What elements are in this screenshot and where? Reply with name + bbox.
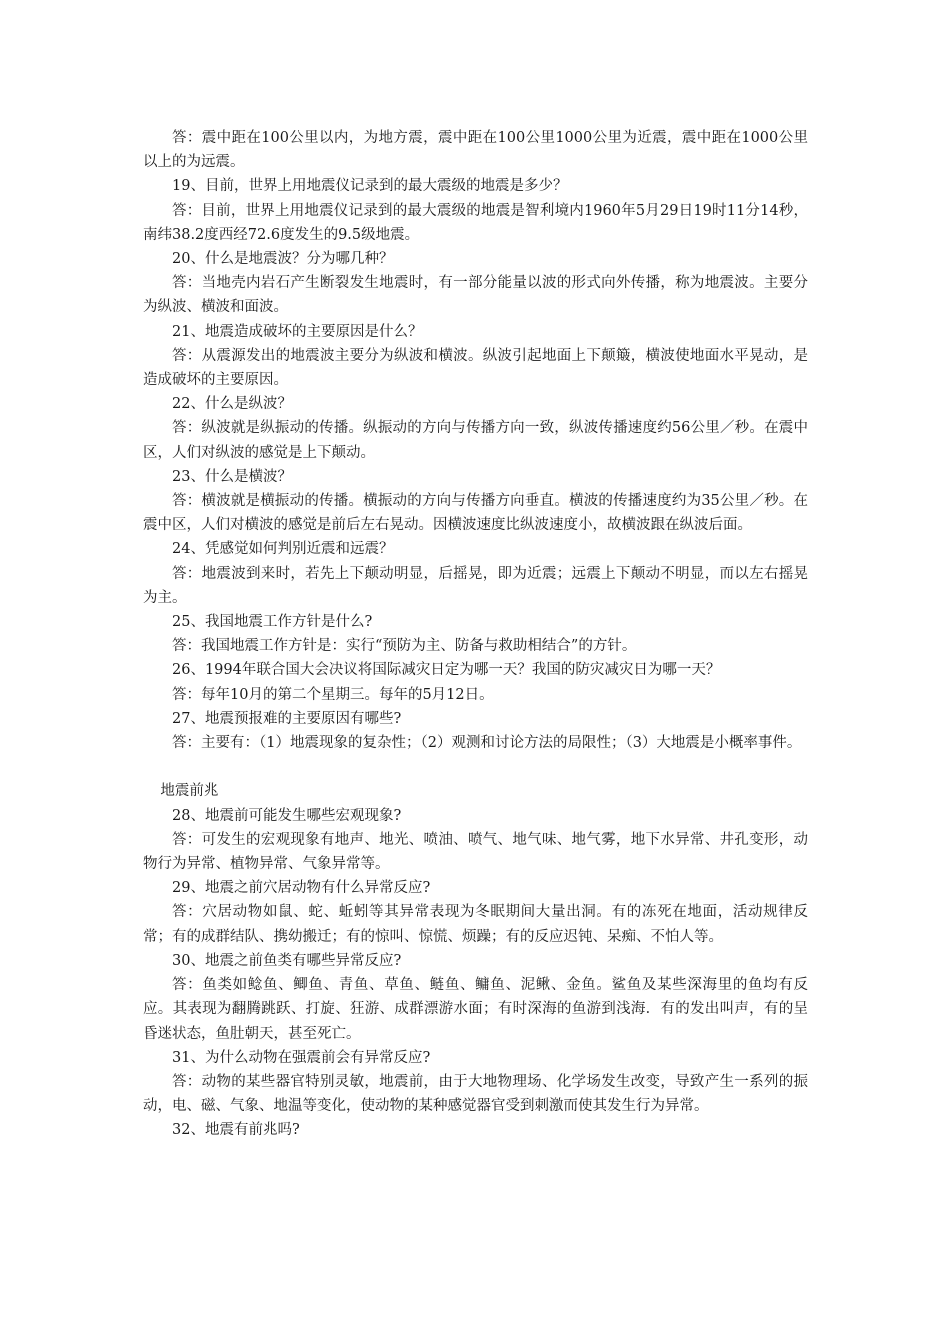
- answer-23: 答：横波就是横振动的传播。横振动的方向与传播方向垂直。横波的传播速度约为35公里／秒。在震中区，人们对横波的感觉是前后左右晃动。因横波速度比纵波速度小，故横波跟在纵波后面。: [143, 493, 808, 534]
- answer-24: 答：地震波到来时，若先上下颠动明显，后摇晃，即为近震；远震上下颠动不明显，而以左右摇晃为主。: [143, 565, 808, 606]
- answer-26: 答：每年10月的第二个星期三。每年的5月12日。: [172, 686, 494, 703]
- question-28: 28、地震前可能发生哪些宏观现象?: [172, 807, 402, 824]
- question-31: 31、为什么动物在强震前会有异常反应?: [172, 1049, 431, 1066]
- answer-27: 答：主要有：（1）地震现象的复杂性；（2）观测和讨论方法的局限性；（3）大地震是小概率事件。: [172, 735, 802, 752]
- document-body: [143, 126, 808, 1143]
- answer-19: 答：目前，世界上用地震仪记录到的最大震级的地震是智利境内1960年5月29日19时11分14秒，南纬38.2度西经72.6度发生的9.5级地震。: [143, 202, 808, 243]
- answer-25: 答：我国地震工作方针是：实行“预防为主、防备与救助相结合”的方针。: [172, 638, 637, 655]
- question-32: 32、地震有前兆吗?: [172, 1122, 300, 1139]
- question-29: 29、地震之前穴居动物有什么异常反应?: [172, 880, 431, 897]
- question-21: 21、地震造成破坏的主要原因是什么？: [172, 323, 423, 340]
- question-22: 22、什么是纵波？: [172, 396, 292, 413]
- question-23: 23、什么是横波？: [172, 468, 292, 485]
- answer-21: 答：从震源发出的地震波主要分为纵波和横波。纵波引起地面上下颠簸，横波使地面水平晃动，是造成破坏的主要原因。: [143, 347, 808, 389]
- question-27: 27、地震预报难的主要原因有哪些?: [172, 710, 402, 727]
- question-30: 30、地震之前鱼类有哪些异常反应?: [172, 952, 402, 969]
- question-24: 24、凭感觉如何判别近震和远震？: [172, 541, 394, 558]
- answer-31: 答：动物的某些器官特别灵敏，地震前，由于大地物理场、化学场发生改变，导致产生一系列的振动，电、磁、气象、地温等变化，使动物的某种感觉器官受到刺激而使其发生行为异常。: [143, 1073, 808, 1115]
- answer-22: 答：纵波就是纵振动的传播。纵振动的方向与传播方向一致，纵波传播速度约56公里／秒。在震中区，人们对纵波的感觉是上下颠动。: [143, 420, 808, 461]
- answer-20: 答：当地壳内岩石产生断裂发生地震时，有一部分能量以波的形式向外传播，称为地震波。主要分为纵波、横波和面波。: [143, 275, 808, 316]
- question-19: 19、目前，世界上用地震仪记录到的最大震级的地震是多少？: [172, 178, 568, 195]
- section-heading: 地震前兆: [160, 783, 219, 800]
- question-20: 20、什么是地震波？分为哪几种？: [172, 251, 394, 268]
- answer-30: 答：鱼类如鲶鱼、鲫鱼、青鱼、草鱼、鲢鱼、鳙鱼、泥鳅、金鱼。鲨鱼及某些深海里的鱼均有反应。其表现为翻腾跳跃、打旋、狂游、成群漂游水面；有时深海的鱼游到浅海．有的发出叫声，有的呈昏迷状态，鱼肚朝天，甚至死亡。: [143, 977, 808, 1042]
- answer-29: 答：穴居动物如鼠、蛇、蚯蚓等其异常表现为冬眠期间大量出洞。有的冻死在地面，活动规律反常；有的成群结队、携幼搬迁；有的惊叫、惊慌、烦躁；有的反应迟钝、呆痴、不怕人等。: [143, 904, 808, 945]
- question-25: 25、我国地震工作方针是什么?: [172, 614, 373, 631]
- answer-paragraph: 答：震中距在100公里以内，为地方震，震中距在100公里1000公里为近震，震中距在1000公里以上的为远震。: [143, 130, 808, 171]
- question-26: 26、1994年联合国大会决议将国际减灾日定为哪一天？我国的防灾减灾日为哪一天？: [172, 662, 721, 679]
- answer-28: 答：可发生的宏观现象有地声、地光、喷油、喷气、地气味、地气雾，地下水异常、井孔变形，动物行为异常、植物异常、气象异常等。: [143, 831, 808, 873]
